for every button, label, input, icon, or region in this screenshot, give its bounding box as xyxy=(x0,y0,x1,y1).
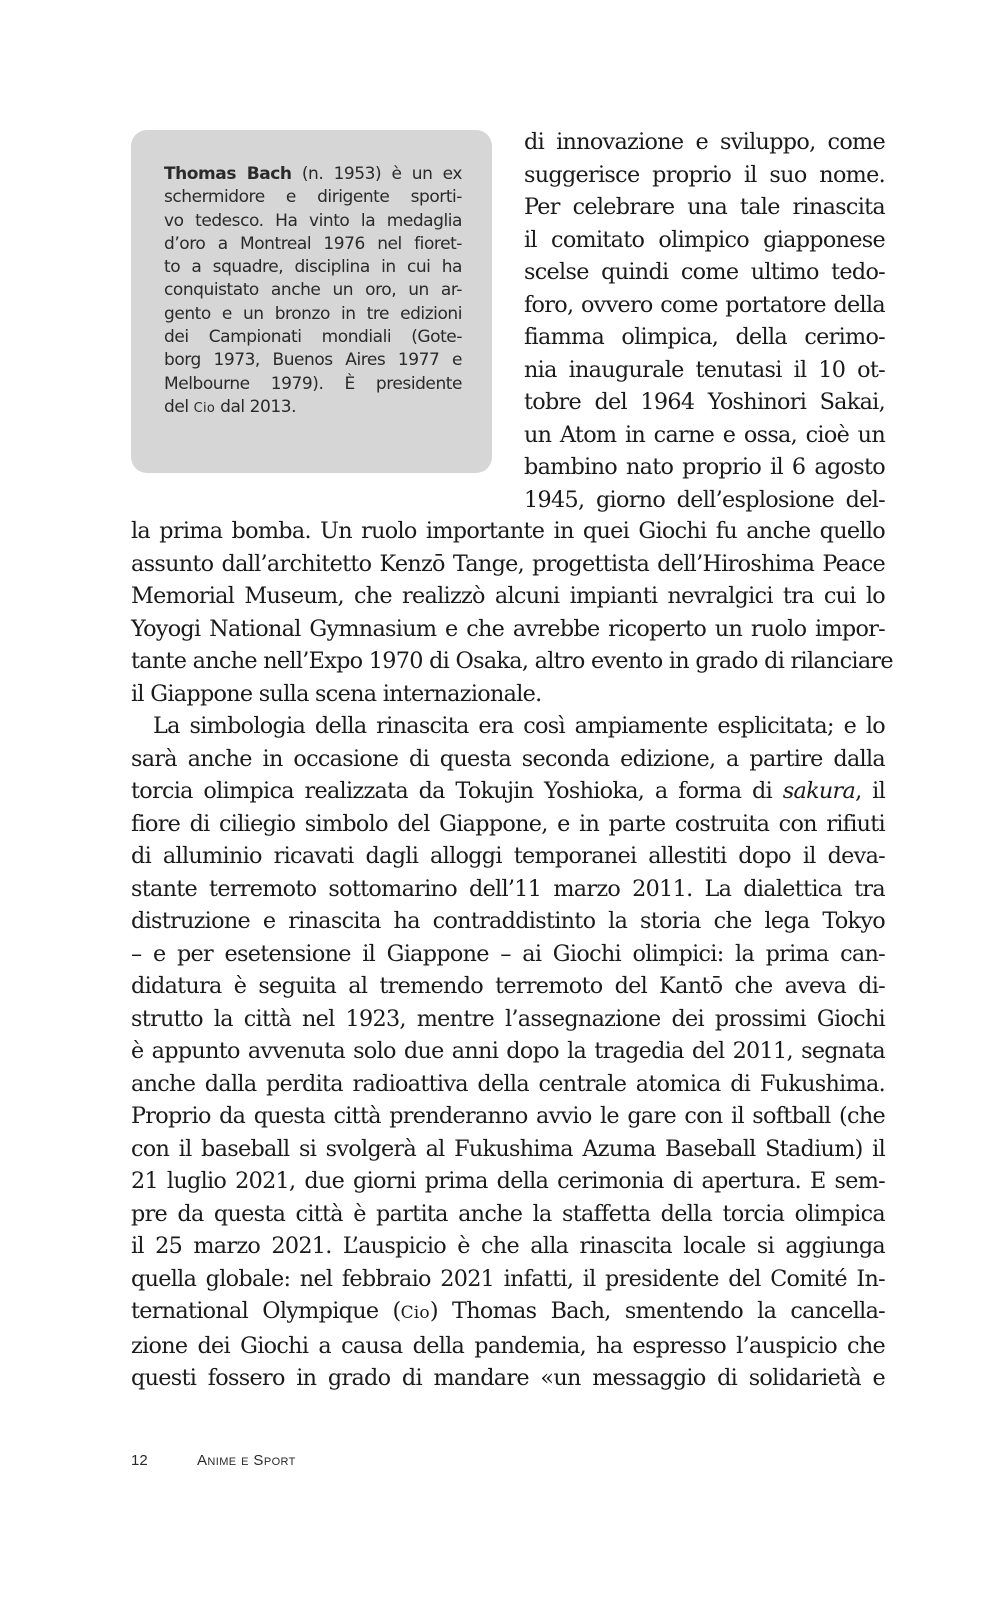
body-line: – e per esetensione il Giappone – ai Giochi olimpici: la prima can- xyxy=(131,940,885,967)
page-footer xyxy=(131,1452,296,1469)
body-line: Memorial Museum, che realizzò alcuni impianti nevralgici tra cui lo xyxy=(131,583,885,609)
body-line: distruzione e rinascita ha contraddistinto la storia che lega Tokyo xyxy=(131,908,885,934)
body-line: strutto la città nel 1923, mentre l’assegnazione dei prossimi Giochi xyxy=(131,1005,885,1032)
body-line: fiore di ciliegio simbolo del Giappone, e in parte costruita con rifiuti xyxy=(131,810,885,837)
column-line: Per celebrare una tale rinascita xyxy=(524,194,885,220)
body-line: sarà anche in occasione di questa seconda edizione, a partire dalla xyxy=(131,745,885,772)
column-line: di innovazione e sviluppo, come xyxy=(524,129,885,155)
sidebar-line: dei Campionati mondiali (Gote- xyxy=(164,327,462,348)
body-line: assunto dall’architetto Kenzō Tange, progettista dell’Hiroshima Peace xyxy=(131,550,885,577)
body-text xyxy=(131,515,893,1395)
column-line: suggerisce proprio il suo nome. xyxy=(524,161,885,188)
body-line: anche dalla perdita radioattiva della centrale atomica di Fukushima. xyxy=(131,1070,885,1097)
italic-term: sakura xyxy=(782,778,856,804)
sidebar-line: borg 1973, Buenos Aires 1977 e xyxy=(164,350,462,371)
column-line: scelse quindi come ultimo tedo- xyxy=(524,259,885,285)
column-line: nia inaugurale tenutasi il 10 ot- xyxy=(524,356,885,383)
sidebar-line: d’oro a Montreal 1976 nel fioret- xyxy=(164,233,462,254)
sidebar-line: Melbourne 1979). È presidente xyxy=(164,373,462,394)
body-line: il 25 marzo 2021. L’auspicio è che alla rinascita locale si aggiunga xyxy=(131,1233,885,1259)
sidebar-line: vo tedesco. Ha vinto la medaglia xyxy=(164,210,462,231)
page-number: 12 xyxy=(131,1452,148,1469)
body-line: 21 luglio 2021, due giorni prima della cerimonia di apertura. E sem- xyxy=(131,1168,885,1194)
body-line: Yoyogi National Gymnasium e che avrebbe ricoperto un ruolo impor- xyxy=(131,615,885,642)
body-line: zione dei Giochi a causa della pandemia, ha espresso l’auspicio che xyxy=(131,1332,885,1359)
body-line: questi fossero in grado di mandare «un messaggio di solidarietà e xyxy=(131,1365,885,1391)
sidebar-line: Thomas Bach (n. 1953) è un ex xyxy=(164,164,462,184)
body-line: torcia olimpica realizzata da Tokujin Yoshioka, a forma di sakura, il xyxy=(131,778,886,804)
body-line: con il baseball si svolgerà al Fukushima Azuma Baseball Stadium) il xyxy=(131,1135,885,1162)
column-line: foro, ovvero come portatore della xyxy=(524,291,885,318)
body-line: pre da questa città è partita anche la staffetta della torcia olimpica xyxy=(131,1200,885,1227)
body-line: didatura è seguita al tremendo terremoto del Kantō che aveva di- xyxy=(131,973,885,999)
body-line: La simbologia della rinascita era così ampiamente esplicitata; e lo xyxy=(153,713,885,739)
column-line: fiamma olimpica, della cerimo- xyxy=(524,324,885,350)
sidebar-line: to a squadre, disciplina in cui ha xyxy=(164,257,462,278)
body-line: è appunto avvenuta solo due anni dopo la tragedia del 2011, segnata xyxy=(131,1038,885,1064)
sidebar-line: gento e un bronzo in tre edizioni xyxy=(164,303,462,324)
sidebar-name: Thomas Bach xyxy=(164,164,292,184)
body-line: ternational Olympique (Cio) Thomas Bach, smentendo la cancella- xyxy=(131,1298,885,1324)
column-line: 1945, giorno dell’esplosione del- xyxy=(524,486,885,513)
right-column-text xyxy=(524,126,885,516)
sidebar-line: del Cio dal 2013. xyxy=(164,396,297,417)
sidebar-line: conquistato anche un oro, un ar- xyxy=(164,280,462,301)
body-line: il Giappone sulla scena internazionale. xyxy=(131,680,542,707)
running-title: ANIME E SPORT xyxy=(197,1452,296,1469)
body-line: quella globale: nel febbraio 2021 infatti, il presidente del Comité In- xyxy=(131,1265,885,1292)
body-line: di alluminio ricavati dagli alloggi temporanei allestiti dopo il deva- xyxy=(131,843,885,869)
body-line: Proprio da questa città prenderanno avvio le gare con il softball (che xyxy=(131,1103,885,1129)
column-line: tobre del 1964 Yoshinori Sakai, xyxy=(524,389,885,415)
sidebar-box-text xyxy=(164,163,462,420)
body-line: la prima bomba. Un ruolo importante in quei Giochi fu anche quello xyxy=(131,518,885,544)
column-line: un Atom in carne e ossa, cioè un xyxy=(524,421,885,448)
column-line: il comitato olimpico giapponese xyxy=(524,226,885,253)
body-line: tante anche nell’Expo 1970 di Osaka, altro evento in grado di rilanciare xyxy=(131,648,893,674)
sidebar-line: schermidore e dirigente sporti- xyxy=(164,187,462,208)
body-line: stante terremoto sottomarino dell’11 marzo 2011. La dialettica tra xyxy=(131,875,885,902)
column-line: bambino nato proprio il 6 agosto xyxy=(524,454,885,480)
